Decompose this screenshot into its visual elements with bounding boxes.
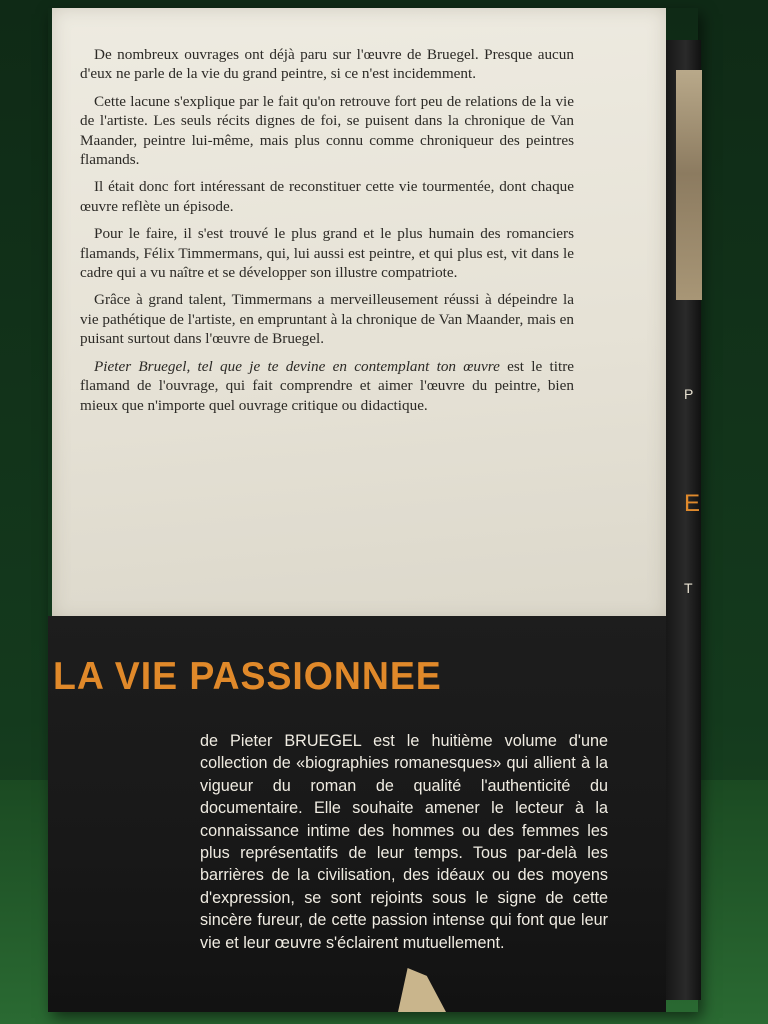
blurb-paragraph-1: De nombreux ouvrages ont déjà paru sur l'œuvre de Bruegel. Presque aucun d'eux ne parle de la vie du grand peintre, si ce n'est incidemment. bbox=[80, 46, 574, 83]
blurb-paragraph-6-rest: est le titre flamand de l'ouvrage, qui fait comprendre et aimer l'œuvre du peintre, bien mieux que n'importe quel ouvrage critique ou didactique. bbox=[80, 357, 574, 414]
blurb-paragraph-5: Grâce à grand talent, Timmermans a merveilleusement réussi à dépeindre la vie pathétique de l'artiste, en empruntant à la chronique de Van Maander, mais en puisant surtout dans l'œuvre de Bruegel. bbox=[80, 291, 574, 348]
blurb-text-block bbox=[80, 45, 574, 423]
blurb-paragraph-4: Pour le faire, il s'est trouvé le plus grand et le plus humain des romanciers flamands, Félix Timmermans, qui, lui aussi est peintre, et qui plus est, vit dans le cadre qui a vu naître et se développer son illustre compatriote. bbox=[80, 225, 574, 282]
flemish-title-italic: Pieter Bruegel, tel que je te devine en contemplant ton œuvre bbox=[94, 357, 500, 375]
spine-letter-e: E bbox=[684, 490, 701, 517]
series-headline: LA VIE PASSIONNEE bbox=[53, 655, 442, 698]
spine-letter-t: T bbox=[684, 580, 693, 596]
blurb-paragraph-6 bbox=[80, 357, 574, 415]
blurb-paragraph-2: Cette lacune s'explique par le fait qu'on retrouve fort peu de relations de la vie de l'artiste. Les seuls récits dignes de foi, se puisent dans la chronique de Van Maander, peintre lui-même, mais plus connu comme chroniqueur des peintres flamands. bbox=[80, 92, 574, 169]
spine-letter-p: P bbox=[684, 386, 694, 402]
collection-description: de Pieter BRUEGEL est le huitième volume d'une collection de «biographies romanesques» qui allient à la vigueur du roman de qualité l'authenticité du documentaire. Elle souhaite amener le lecteur à la connaissance intime des hommes ou des femmes les plus représentatifs de leur temps. Tous par-delà les barrières de la civilisation, des idéaux ou des moyens d'expression, se sont rejoints sous le signe de cette sincère fureur, de cette passion intense qui font que leur vie et leur œuvre s'éclairent mutuellement. bbox=[200, 732, 608, 952]
spine-illustration bbox=[675, 70, 702, 300]
blurb-paragraph-3: Il était donc fort intéressant de reconstituer cette vie tourmentée, dont chaque œuvre reflète un épisode. bbox=[80, 178, 574, 215]
